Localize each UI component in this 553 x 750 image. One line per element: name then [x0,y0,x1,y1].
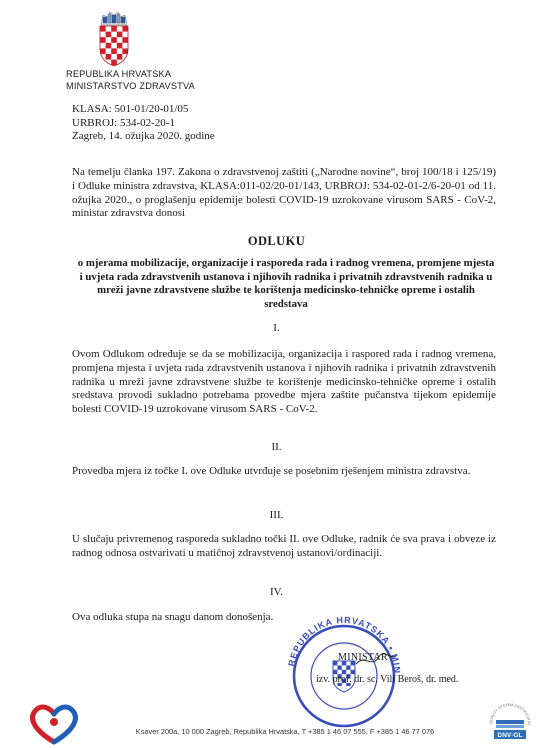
section-heading-2: II. [271,441,282,453]
institution-line-ministry: MINISTARSTVO ZDRAVSTVA [66,81,195,91]
section-text-4: Ova odluka stupa na snagu danom donošenja. [72,611,274,623]
institution-line-country: REPUBLIKA HRVATSKA [66,69,172,79]
heart-logo-icon [24,700,84,745]
section-text-3: U slučaju privremenog rasporeda sukladno točki II. ove Odluke, radnik će sva prava i obveze iz radnog odnosa ostvarivati u matičnoj zdravstvenoj ustanovi/ordinaciji. [72,533,496,559]
minister-name: izv. prof. dr. sc. Vili Beroš, dr. med. [316,674,459,685]
minister-title: MINISTAR [338,652,388,663]
footer-address: Ksaver 200a, 10 000 Zagreb, Republika Hrvatska, T +385 1 46 07 555, F +385 1 46 77 076 [135,727,435,736]
urbroj-number: URBROJ: 534-02-20-1 [72,116,175,129]
stamp-text: REPUBLIKA HRVATSKA • MIN [286,616,403,675]
dnv-label: DNV·GL [497,732,523,739]
section-heading-4: IV. [270,586,283,598]
section-text-1: Ovom Odlukom određuje se da se mobilizacija, organizacija i raspored rada i radnog vremena, promjena mjesta i uvjeta rada zdravstvenih ustanova i njihovih radnika i privatnih zdravstvenih radnika u mreži javne zdravstvene službe te korištenje medicinsko-tehničke opreme i ostalih sredstava provodi sukladno potrebama provedbe mjera zaštite pučanstva tijekom epidemije bolesti COVID-19 uzrokovane virusom SARS - CoV-2. [72,348,496,416]
institution-name [66,68,195,92]
dnv-certification-logo [486,702,534,742]
section-text-2: Provedba mjera iz točke I. ove Odluke utvrđuje se posebnim rješenjem ministra zdravstva. [72,465,471,477]
svg-text:REPUBLIKA HRVATSKA • MINISTARS [286,616,402,674]
section-heading-3: III. [269,509,284,521]
section-heading-1: I. [273,322,280,334]
document-meta [72,103,215,144]
klasa-number: KLASA: 501-01/20-01/05 [72,103,189,115]
place-date: Zagreb, 14. ožujka 2020. godine [72,130,215,142]
document-title: ODLUKU [247,234,306,248]
intro-paragraph: Na temelju članka 197. Zakona o zdravstvenoj zaštiti („Narodne novine“, broj 100/18 i 125/19) i Odluke ministra zdravstva, KLASA:011-02/20-01/143, URBROJ: 534-02-01-2/6-20-01 od 11. ožujka 2020., o proglašenju epidemije bolesti COVID-19 uzrokovane virusom SARS - CoV-2, ministar zdravstva donosi [72,166,496,220]
dnv-small-text: QUALITY SYSTEM CERTIFICATIO [488,702,532,725]
document-subject: o mjerama mobilizacije, organizacije i rasporeda rada i radnog vremena, promjene mjesta i uvjeta rada zdravstvenih ustanova i njihovih radnika i privatnih zdravstvenih radnika u mreži javne zdravstvene službe te korištenja medicinsko-tehničke opreme i ostalih sredstava [77,257,495,310]
croatia-coat-of-arms-icon [98,11,130,67]
